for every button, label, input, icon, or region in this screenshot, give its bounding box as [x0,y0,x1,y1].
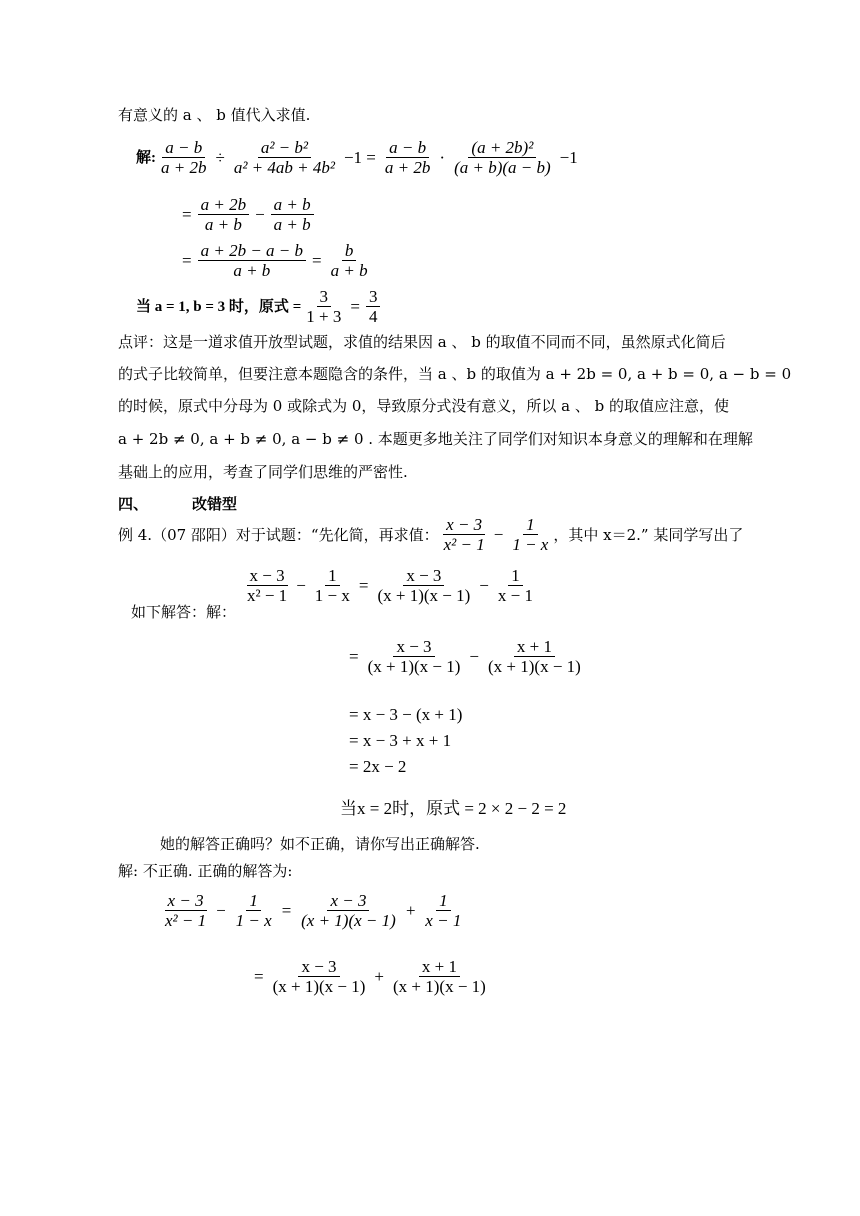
solution1-step2: = $\frac{a + 2b - a - b}{a + b}$ = $\frac{b}{a + b}$ [178,241,373,280]
comment-line-5: 基础上的应用，考查了同学们思维的严密性. [118,463,408,481]
fraction: $\frac{1}{x - 1}$ [497,566,533,605]
student-step0: $\frac{x - 3}{\text{x² − 1}}$ − $\frac{1}{1 - x}$ = $\frac{x - 3}{(x + 1)(x - 1)}$ − $\frac{1}{x - 1}$ [242,566,538,605]
solution1-step1: = $\frac{a + 2b}{a + b}$ − $\frac{a + b}{a + b}$ [178,195,316,234]
fraction: $\frac{x - 3}{\text{x² − 1}}$ [165,891,207,930]
student-solution-label: 如下解答：解： [131,603,237,621]
comment-line-1: 点评：这是一道求值开放型试题，求值的结果因 a 、 b 的取值不同而不同，虽然原式化简后 [118,333,726,351]
fraction: $\frac{x + 1}{(x + 1)(x - 1)}$ [488,637,581,676]
fraction: $\frac{1}{1 - x}$ [314,566,350,605]
fraction: $\frac{1}{1 - x}$ [235,891,272,930]
fraction: $\frac{a - b}{a + 2b}$ [384,138,431,177]
fraction: $\frac{3}{1 + 3}$ [306,287,342,326]
comment-line-4: a + 2b ≠ 0, a + b ≠ 0, a − b ≠ 0 . 本题更多地关注了同学们对知识本身意义的理解和在理解 [118,430,753,448]
fraction: $\frac{a + 2b - a - b}{a + b}$ [198,241,306,280]
solution2-label: 解: 不正确. 正确的解答为: [118,862,293,880]
student-step2: = x − 3 − (x + 1) [349,705,463,724]
fraction: $\frac{a - b}{a + 2b}$ [161,138,207,177]
fraction: $\frac{1}{x - 1}$ [425,891,462,930]
section-title: 改错型 [192,495,238,513]
fraction: $\frac{1}{1 - x}$ [512,515,549,554]
student-step4: = 2x − 2 [349,757,407,776]
fraction: $\frac{x - 3}{\text{x² − 1}}$ [443,515,485,554]
question-line: 她的解答正确吗？如不正确，请你写出正确解答. [160,835,480,853]
fraction: $\frac{a + 2b}{a + b}$ [198,195,249,234]
fraction: $\frac{\text{(a + 2b)²}}{(a + b)(a - b)}$ [454,138,551,177]
fraction: $\frac{a + b}{a + b}$ [271,195,314,234]
fraction: $\frac{\text{a² − b²}}{\text{a² + 4ab + 4b²}}$ [233,138,335,177]
fraction: $\frac{x - 3}{(x + 1)(x - 1)}$ [301,891,396,930]
solution2-step0: $\frac{x - 3}{\text{x² − 1}}$ − $\frac{1}{1 - x}$ = $\frac{x - 3}{(x + 1)(x - 1)}$ + $\frac{1}{x - 1}$ [160,891,466,930]
fraction: $\frac{b}{a + b}$ [330,241,368,280]
student-step1: = $\frac{x - 3}{(x + 1)(x - 1)}$ − $\frac{x + 1}{(x + 1)(x - 1)}$ [345,637,586,676]
student-step5: 当x = 2时，原式 = 2 × 2 − 2 = 2 [340,799,567,818]
solution1-label: 解: [136,149,156,166]
comment-line-3: 的时候，原式中分母为 0 或除式为 0，导致原分式没有意义，所以 a 、 b 的取值应注意，使 [118,397,730,415]
fraction: $\frac{x - 3}{(x + 1)(x - 1)}$ [377,566,471,605]
fraction: $\frac{x - 3}{(x + 1)(x - 1)}$ [272,957,366,996]
solution1-evaluation: 当 a = 1, b = 3 时，原式 = $\frac{3}{1 + 3}$ = $\frac{3}{4}$ [136,287,382,326]
comment-line-2: 的式子比较简单，但要注意本题隐含的条件，当 a 、b 的取值为 a + 2b = 0, a + b = 0, a − b = 0 [118,365,792,383]
section-number: 四、 [118,495,149,513]
fraction: $\frac{x + 1}{(x + 1)(x - 1)}$ [393,957,486,996]
intro-line: 有意义的 a 、 b 值代入求值. [118,106,311,124]
solution1-step0: 解: $\frac{a - b}{a + 2b}$ ÷ $\frac{\text{a² − b²}}{\text{a² + 4ab + 4b²}}$ −1 = $\frac{a - b}{a + 2b}$ · $\frac{\text{(a + 2b)²}}{(a + b)(a - b)}$ −1 [136,138,578,177]
fraction: $\frac{3}{4}$ [366,287,381,326]
example4-statement: 例 4.（07 邵阳）对于试题：“先化简，再求值： $\frac{x - 3}{\text{x² − 1}}$ − $\frac{1}{1 - x}$ ，其中 x＝2.” 某同学写出了 [118,515,744,554]
fraction: $\frac{x - 3}{\text{x² − 1}}$ [247,566,288,605]
student-step3: = x − 3 + x + 1 [349,731,452,750]
solution2-step1: = $\frac{x - 3}{(x + 1)(x - 1)}$ + $\frac{x + 1}{(x + 1)(x - 1)}$ [250,957,491,996]
fraction: $\frac{x - 3}{(x + 1)(x - 1)}$ [367,637,461,676]
